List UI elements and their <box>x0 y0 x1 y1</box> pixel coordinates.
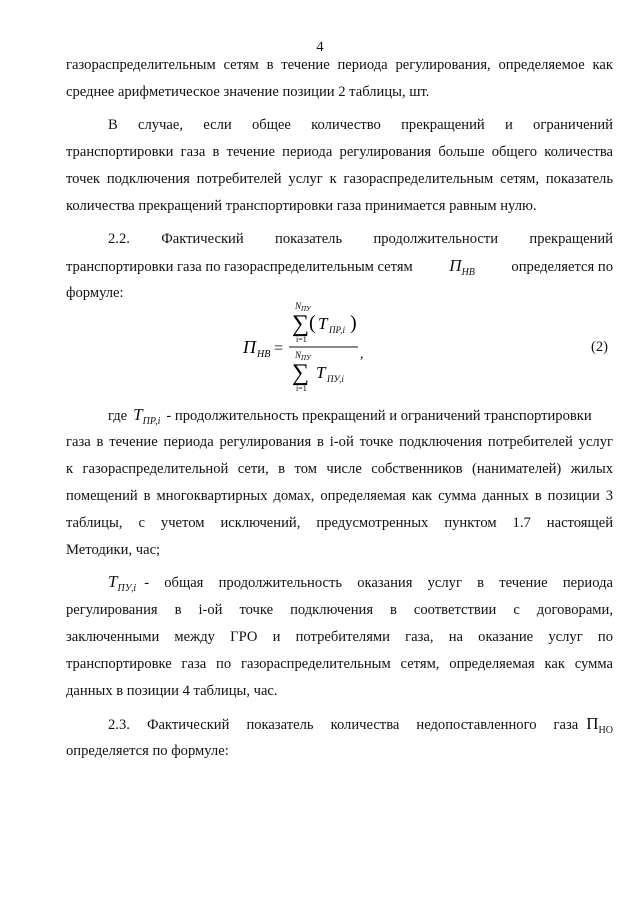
paragraph-line: к газораспределительной сети, в том числе собственников (нанимателей) жилых <box>66 461 613 477</box>
sum-lower-limit: i=1 <box>296 384 307 393</box>
paren-close: ) <box>350 312 357 334</box>
paragraph-line <box>108 573 613 598</box>
symbol-t-pu: $T_{ПУ,i}$ <box>108 572 137 594</box>
sum-upper-limit: N <box>295 350 302 360</box>
paragraph-line: точек подключения потребителей услуг к газораспределительным сетям, показатель <box>66 171 613 187</box>
paragraph-line <box>108 406 613 431</box>
paragraph-line: газа в течение периода регулирования в i-ой точке подключения потребителей услуг <box>66 434 613 450</box>
section-heading-line: 2.2. Фактический показатель продолжительности прекращений <box>108 231 613 247</box>
section-heading-line <box>108 715 613 740</box>
line-text: транспортировки газа по газораспределительным сетям <box>66 259 413 275</box>
paragraph-line: определяется по формуле: <box>66 743 229 759</box>
paragraph-line: формуле: <box>66 285 124 301</box>
denominator-term: T <box>316 363 326 382</box>
sum-upper-limit-subscript: ПУ <box>301 354 311 362</box>
paragraph-line: среднее арифметическое значение позиции 2 таблицы, шт. <box>66 84 430 100</box>
symbol-p-nv: $П_{НВ}$ <box>449 256 475 278</box>
paragraph-line: транспортировки газа в течение периода регулирования больше общего количества <box>66 144 613 160</box>
sum-sign: ∑ <box>292 360 310 386</box>
paragraph-line: помещений в многоквартирных домах, определяемая как сумма данных в позиции 3 <box>66 488 613 504</box>
paragraph-line: регулирования в i-ой точке подключения в соответствии с договорами, <box>66 602 613 618</box>
line-text: 2.3. Фактический показатель количества недопоставленного газа <box>108 717 579 733</box>
formula-lhs-subscript: НВ <box>257 349 271 360</box>
page-number: 4 <box>316 39 324 55</box>
paragraph-line: В случае, если общее количество прекращений и ограничений <box>108 117 613 133</box>
paragraph-line: таблицы, с учетом исключений, предусмотренных пунктом 1.7 настоящей <box>66 515 613 531</box>
formula-2 <box>0 298 640 408</box>
line-text: где <box>108 408 128 424</box>
symbol-t-pr: $T_{ПР,i}$ <box>133 405 161 427</box>
paragraph-line: газораспределительным сетям в течение периода регулирования, определяемое как <box>66 57 613 73</box>
formula-lhs-symbol: П <box>243 337 256 357</box>
paragraph-line <box>66 257 613 282</box>
paragraph-line: транспортировке газа по газораспределительным сетям, определяемая как сумма <box>66 656 613 672</box>
numerator-term: T <box>318 314 328 333</box>
sum-upper-limit-subscript: ПУ <box>301 305 311 313</box>
sum-sign: ∑ <box>292 311 310 337</box>
paragraph-line: Методики, час; <box>66 542 161 558</box>
equation-number: (2) <box>591 339 609 355</box>
formula-comma: , <box>360 347 364 362</box>
line-text: - общая продолжительность оказания услуг в течение периода <box>144 575 613 591</box>
paragraph-line: данных в позиции 4 таблицы, час. <box>66 683 278 699</box>
paren-open: ( <box>309 312 316 334</box>
paragraph-line: количества прекращений транспортировки газа принимается равным нулю. <box>66 198 537 214</box>
denominator-subscript: ПУ,i <box>327 374 344 384</box>
line-text: определяется по <box>511 259 613 275</box>
paragraph-line: заключенными между ГРО и потребителями газа, на оказание услуг по <box>66 629 613 645</box>
equals-sign: = <box>274 340 284 357</box>
sum-lower-limit: i=1 <box>296 335 307 344</box>
line-text: - продолжительность прекращений и ограничений транспортировки <box>166 408 592 424</box>
symbol-p-no: $П_{НО}$ <box>586 714 613 736</box>
numerator-subscript: ПР,i <box>329 325 345 335</box>
sum-upper-limit: N <box>295 301 302 311</box>
